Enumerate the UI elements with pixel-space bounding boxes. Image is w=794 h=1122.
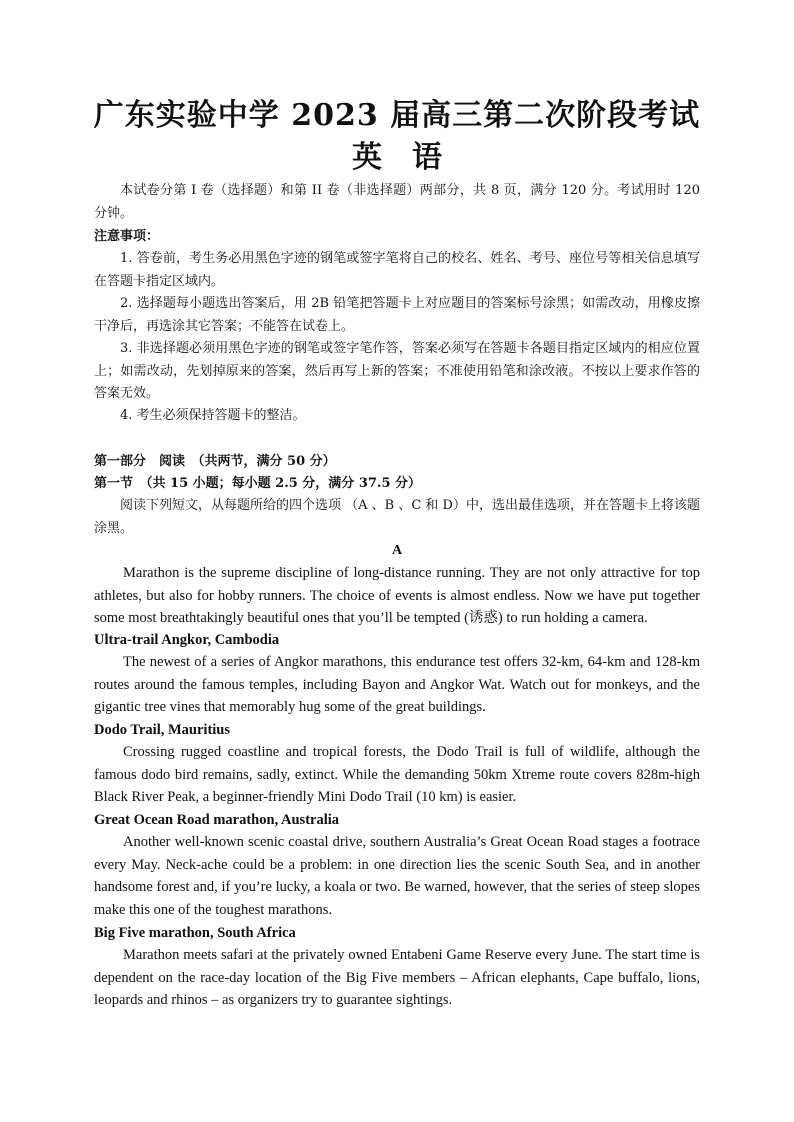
exam-intro: 本试卷分第 I 卷（选择题）和第 II 卷（非选择题）两部分，共 8 页，满分 120 分。考试用时 120 分钟。 xyxy=(94,183,700,221)
note-item-3: 3. 非选择题必须用黑色字迹的钢笔或签字笔作答，答案必须写在答题卡各题目指定区域内的相应位置上；如需改动，先划掉原来的答案，然后再写上新的答案；不准使用铅笔和涂改液。不按以上要求作答的答案无效。 xyxy=(94,341,700,401)
section-heading-great-ocean: Great Ocean Road marathon, Australia xyxy=(94,812,340,828)
section-heading-dodo: Dodo Trail, Mauritius xyxy=(94,722,231,738)
note-item-4: 4. 考生必须保持答题卡的整洁。 xyxy=(120,408,306,423)
subject-title: 英 语 xyxy=(352,140,442,175)
section-text-big-five: Marathon meets safari at the privately owned Entabeni Game Reserve every June. The start time is dependent on the race-day location of the Big Five members – African elephants, Cape buffalo, lions, leopards and rhinos – as organizers try to guarantee sightings. xyxy=(94,947,700,1009)
notes-heading: 注意事项： xyxy=(94,229,160,244)
section-text-great-ocean: Another well-known scenic coastal drive, southern Australia’s Great Ocean Road stages a footrace every May. Neck-ache could be a problem: in one direction lies the scenic South Sea, and in another handsome forest and, if you’re lucky, a koala or two. Be warned, however, that the series of steep slopes make this one of the toughest marathons. xyxy=(94,834,700,918)
exam-title: 广东实验中学 2023 届高三第二次阶段考试 xyxy=(93,98,701,133)
reading-instructions: 阅读下列短文，从每题所给的四个选项 （A 、B 、C 和 D）中，选出最佳选项，并在答题卡上将该题涂黑。 xyxy=(94,498,700,536)
section-text-dodo: Crossing rugged coastline and tropical forests, the Dodo Trail is full of wildlife, although the famous dodo bird remains, sadly, extinct. While the demanding 50km Xtreme route covers 828m-high Black River Peak, a beginner-friendly Mini Dodo Trail (10 km) is easier. xyxy=(94,744,700,806)
section-text-angkor: The newest of a series of Angkor marathons, this endurance test offers 32-km, 64-km and 128-km routes around the famous temples, including Bayon and Angkor Wat. Watch out for monkeys, and the gigantic tree vines that memorably hug some of the great buildings. xyxy=(94,654,700,716)
note-item-2: 2. 选择题每小题选出答案后，用 2B 铅笔把答题卡上对应题目的答案标号涂黑；如需改动，用橡皮擦干净后，再选涂其它答案；不能答在试卷上。 xyxy=(94,296,700,334)
passage-intro: Marathon is the supreme discipline of long-distance running. They are not only attractive for top athletes, but also for hobby runners. The choice of events is almost endless. Now we have put together some most breathtakingly beautiful ones that you’ll be tempted (诱惑) to run holding a camera. xyxy=(94,565,700,627)
section-heading-angkor: Ultra-trail Angkor, Cambodia xyxy=(94,632,280,648)
note-item-1: 1. 答卷前，考生务必用黑色字迹的钢笔或签字笔将自己的校名、姓名、考号、座位号等相关信息填写在答题卡指定区域内。 xyxy=(94,251,700,289)
section1-heading: 第一节 （共 15 小题；每小题 2.5 分，满分 37.5 分） xyxy=(94,476,422,491)
section-heading-big-five: Big Five marathon, South Africa xyxy=(94,925,296,941)
passage-label: A xyxy=(391,543,403,558)
part1-heading: 第一部分 阅读 （共两节，满分 50 分） xyxy=(94,454,336,469)
